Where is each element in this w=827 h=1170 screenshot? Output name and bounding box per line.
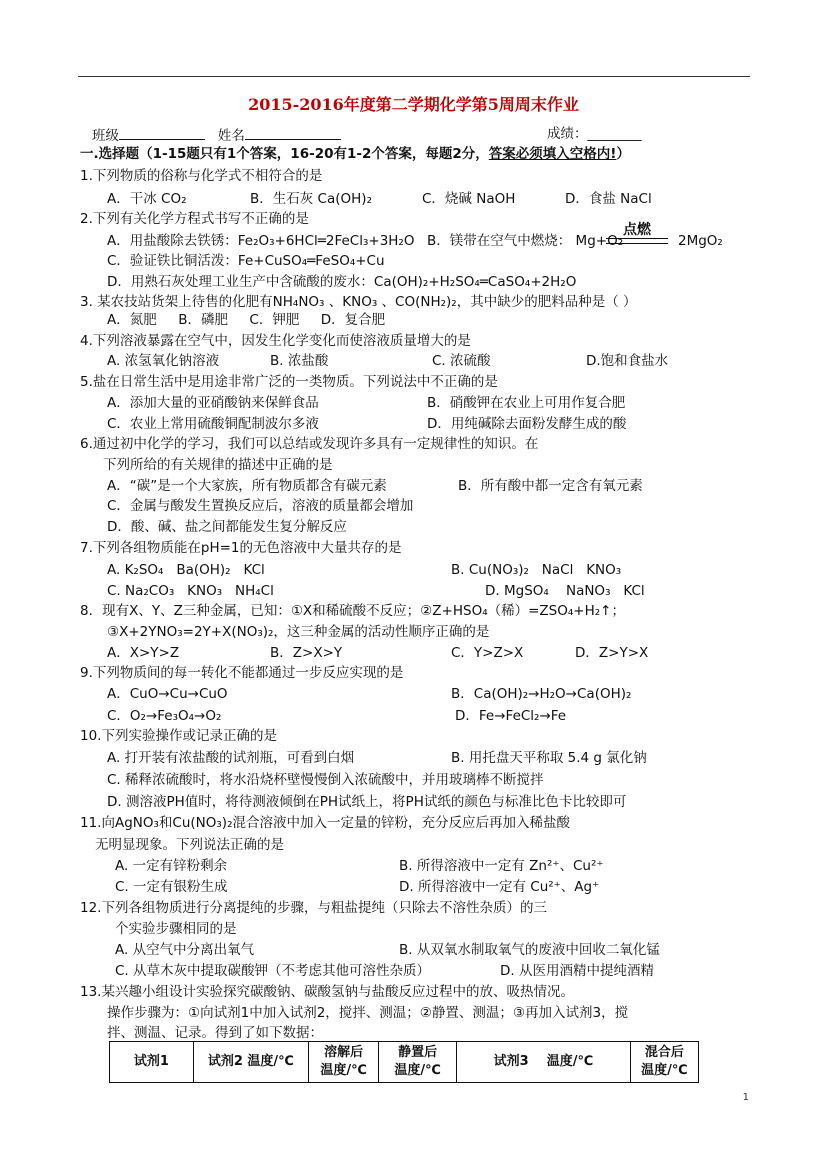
q6-option-a[interactable]: A．“碳”是一个大家族，所有物质都含有碳元素	[107, 478, 387, 494]
question-12-stem-cont: 个实验步骤相同的是	[115, 921, 237, 937]
reaction-condition: 点燃	[623, 222, 651, 238]
question-11-stem: 11.向AgNO₃和Cu(NO₃)₂混合溶液中加入一定量的锌粉，充分反应后再加入稀盐酸	[80, 815, 570, 831]
score-field[interactable]: ________	[587, 126, 642, 142]
q6-option-d[interactable]: D．酸、碱、盐之间都能发生复分解反应	[107, 519, 347, 535]
q8-option-d[interactable]: D．Z>Y>X	[575, 645, 649, 661]
question-4-stem: 4.下列溶液暴露在空气中，因发生化学变化而使溶液质量增大的是	[80, 333, 471, 349]
question-3-stem: 3. 某农技站货架上待售的化肥有NH₄NO₃ 、KNO₃ 、CO(NH₂)₂，其中缺少的肥料品种是（ ）	[80, 294, 637, 310]
q9-option-a[interactable]: A．CuO→Cu→CuO	[107, 686, 228, 702]
q9-option-c[interactable]: C．O₂→Fe₃O₄→O₂	[107, 708, 222, 724]
q10-option-a[interactable]: A. 打开装有浓盐酸的试剂瓶，可看到白烟	[107, 750, 355, 766]
q11-option-a[interactable]: A. 一定有锌粉剩余	[115, 858, 228, 874]
name-field[interactable]	[245, 125, 341, 140]
q7-option-c[interactable]: C. Na₂CO₃ KNO₃ NH₄Cl	[107, 583, 274, 599]
score-line	[547, 125, 642, 143]
q1-option-a[interactable]: A．干冰 CO₂	[107, 191, 187, 207]
q12-option-c[interactable]: C. 从草木灰中提取碳酸钾（不考虑其他可溶性杂质）	[115, 963, 431, 979]
q2-option-b[interactable]: B．镁带在空气中燃烧： Mg+O₂	[427, 233, 624, 249]
question-8-stem: 8．现有X、Y、Z三种金属，已知：①X和稀硫酸不反应；②Z+HSO₄（稀）=ZSO₄+H₂↑；	[80, 603, 625, 619]
question-9-stem: 9.下列物质间的每一转化不能都通过一步反应实现的是	[80, 665, 404, 681]
question-2-stem: 2.下列有关化学方程式书写不正确的是	[80, 211, 309, 227]
q12-option-d[interactable]: D. 从医用酒精中提纯酒精	[500, 963, 654, 979]
page-title: 2015-2016年度第二学期化学第5周周末作业	[248, 95, 579, 114]
question-5-stem: 5.盐在日常生活中是用途非常广泛的一类物质。下列说法中不正确的是	[80, 374, 498, 390]
q6-option-b[interactable]: B．所有酸中都一定含有氧元素	[458, 478, 643, 494]
q11-option-c[interactable]: C. 一定有银粉生成	[115, 879, 228, 895]
q11-option-d[interactable]: D. 所得溶液中一定有 Cu²⁺、Ag⁺	[399, 879, 600, 895]
table-header-cell: 静置后 温度/℃	[379, 1042, 457, 1083]
q12-option-a[interactable]: A. 从空气中分离出氧气	[115, 942, 255, 958]
q12-option-b[interactable]: B. 从双氧水制取氧气的废液中回收二氧化锰	[399, 942, 660, 958]
q8-option-a[interactable]: A．X>Y>Z	[107, 645, 180, 661]
student-info-line	[92, 125, 341, 145]
question-7-stem: 7.下列各组物质能在pH=1的无色溶液中大量共存的是	[80, 540, 402, 556]
q2-option-b-product: 2MgO₂	[678, 233, 723, 249]
q7-option-a[interactable]: A. K₂SO₄ Ba(OH)₂ KCl	[107, 562, 265, 578]
question-13-stem: 13.某兴趣小组设计实验探究碳酸钠、碳酸氢钠与盐酸反应过程中的放、吸热情况。	[80, 984, 574, 1000]
question-8-stem-cont: ③X+2YNO₃=2Y+X(NO₃)₂，这三种金属的活动性顺序正确的是	[107, 624, 490, 640]
table-header-row	[110, 1042, 699, 1083]
equals-sign	[606, 238, 668, 244]
q5-option-c[interactable]: C．农业上常用硫酸铜配制波尔多液	[107, 416, 319, 432]
q9-option-d[interactable]: D．Fe→FeCl₂→Fe	[455, 708, 567, 724]
score-label: 成绩：	[547, 126, 588, 142]
page-number: 1	[742, 1092, 749, 1103]
q5-option-d[interactable]: D．用纯碱除去面粉发酵生成的酸	[427, 416, 627, 432]
q7-option-b[interactable]: B. Cu(NO₃)₂ NaCl KNO₃	[451, 562, 622, 578]
fill-in-instruction: 答案必须填入空格内!	[488, 146, 617, 162]
q4-option-c[interactable]: C. 浓硫酸	[432, 353, 491, 369]
q9-option-b[interactable]: B．Ca(OH)₂→H₂O→Ca(OH)₂	[451, 686, 632, 702]
q10-option-b[interactable]: B. 用托盘天平称取 5.4 g 氯化钠	[451, 750, 647, 766]
table-header-cell: 溶解后 温度/℃	[309, 1042, 379, 1083]
question-6-stem-cont: 下列所给的有关规律的描述中正确的是	[103, 457, 333, 473]
question-13-procedure-cont: 拌、测温、记录。得到了如下数据：	[107, 1025, 323, 1041]
question-11-stem-cont: 无明显现象。下列说法正确的是	[95, 837, 284, 853]
q10-option-c[interactable]: C. 稀释浓硫酸时，将水沿烧杯壁慢慢倒入浓硫酸中，并用玻璃棒不断搅拌	[107, 772, 544, 788]
question-10-stem: 10.下列实验操作或记录正确的是	[80, 728, 277, 744]
q10-option-d[interactable]: D. 测溶液PH值时，将待测液倾倒在PH试纸上，将PH试纸的颜色与标准比色卡比较即可	[107, 794, 627, 810]
q5-option-b[interactable]: B．硝酸钾在农业上可用作复合肥	[427, 395, 626, 411]
q4-option-d[interactable]: D.饱和食盐水	[586, 353, 669, 369]
name-label: 姓名	[217, 128, 245, 144]
experiment-data-table	[109, 1041, 699, 1083]
table-header-cell: 试剂3 温度/℃	[457, 1042, 631, 1083]
q4-option-a[interactable]: A. 浓氢氧化钠溶液	[107, 353, 220, 369]
q2-option-a[interactable]: A．用盐酸除去铁锈：Fe₂O₃+6HCl═2FeCl₃+3H₂O	[107, 233, 415, 249]
q11-option-b[interactable]: B. 所得溶液中一定有 Zn²⁺、Cu²⁺	[399, 858, 604, 874]
q8-option-b[interactable]: B．Z>X>Y	[270, 645, 343, 661]
q1-option-d[interactable]: D．食盐 NaCl	[565, 191, 652, 207]
q4-option-b[interactable]: B. 浓盐酸	[270, 353, 329, 369]
question-13-procedure: 操作步骤为：①向试剂1中加入试剂2，搅拌、测温；②静置、测温；③再加入试剂3，搅	[107, 1005, 629, 1021]
q1-option-c[interactable]: C．烧碱 NaOH	[422, 191, 516, 207]
class-field[interactable]	[119, 125, 205, 140]
table-header-cell: 混合后 温度/℃	[630, 1042, 698, 1083]
question-12-stem: 12.下列各组物质进行分离提纯的步骤，与粗盐提纯（只除去不溶性杂质）的三	[80, 900, 547, 916]
question-1-stem: 1.下列物质的俗称与化学式不相符合的是	[80, 168, 323, 184]
section-heading: 一.选择题（1-15题只有1个答案，16-20有1-2个答案，每题2分，答案必须填入空格内!）	[80, 146, 630, 162]
q5-option-a[interactable]: A．添加大量的亚硝酸钠来保鲜食品	[107, 395, 319, 411]
table-header-cell: 试剂1	[110, 1042, 194, 1083]
question-6-stem: 6.通过初中化学的学习，我们可以总结或发现许多具有一定规律性的知识。在	[80, 436, 539, 452]
q1-option-b[interactable]: B．生石灰 Ca(OH)₂	[250, 191, 372, 207]
q3-options[interactable]: A．氮肥 B．磷肥 C．钾肥 D．复合肥	[107, 312, 386, 328]
table-header-cell: 试剂2 温度/℃	[193, 1042, 308, 1083]
class-label: 班级	[92, 128, 119, 144]
q6-option-c[interactable]: C．金属与酸发生置换反应后，溶液的质量都会增加	[107, 498, 414, 514]
q7-option-d[interactable]: D. MgSO₄ NaNO₃ KCl	[485, 583, 645, 599]
q8-option-c[interactable]: C．Y>Z>X	[451, 645, 524, 661]
header-rule	[78, 76, 750, 77]
q2-option-c[interactable]: C．验证铁比铜活泼：Fe+CuSO₄═FeSO₄+Cu	[107, 253, 385, 269]
q2-option-d[interactable]: D．用熟石灰处理工业生产中含硫酸的废水：Ca(OH)₂+H₂SO₄═CaSO₄+2H₂O	[107, 274, 577, 290]
